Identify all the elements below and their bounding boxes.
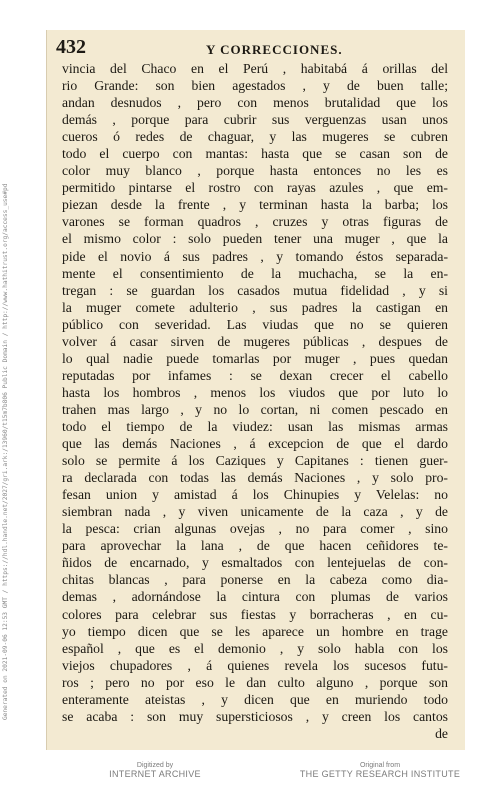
page-header xyxy=(56,36,450,58)
text-line: trahen mas largo , y no lo cortan, ni comen pescado en xyxy=(62,401,448,417)
text-line: color muy blanco , porque hasta entonces no les es xyxy=(62,163,448,179)
text-line: ra declarada con todas las demás Naciones , y solo pro- xyxy=(62,470,448,486)
text-line: volver á casar sirven de mugeres públicas , despues de xyxy=(62,333,448,349)
text-line: el mismo color : solo pueden tener una muger , que la xyxy=(62,231,448,247)
text-line: reputadas por infames : se dexan crecer el cabello xyxy=(62,367,448,383)
text-line: fesan union y amistad á los Chinupies y Velelas: no xyxy=(62,487,448,503)
body-text xyxy=(62,60,448,742)
footer-digitized xyxy=(80,762,230,779)
page-number: 432 xyxy=(56,36,86,58)
text-line: ñidos de encarnado, y esmaltados con lentejuelas de con- xyxy=(62,555,448,571)
side-note xyxy=(2,183,12,720)
text-line: cueros ó redes de chaguar, y las mugeres se cubren xyxy=(62,129,448,145)
text-line: tregan : se guardan los casados mutua fidelidad , y si xyxy=(62,282,448,298)
text-line: demás , porque para cubrir sus verguenzas usan unos xyxy=(62,112,448,128)
text-line: permitido pintarse el rostro con rayas azules , que em- xyxy=(62,180,448,196)
text-line: colores para celebrar sus fiestas y borracheras , en cu- xyxy=(62,606,448,622)
side-note-text: Generated on 2021-09-06 12:53 GMT / https://hdl.handle.net/2027/gri.ark:/13960/t15m7b806 Public Domain / http://www.hathitrust.org/access_use#pd xyxy=(2,183,9,720)
text-line: rio Grande: son bien agestados , y de buen talle; xyxy=(62,78,448,94)
footer-getty: THE GETTY RESEARCH INSTITUTE xyxy=(299,769,461,779)
text-line: varones se forman quadros , cruzes y otras figuras de xyxy=(62,214,448,230)
text-line: viejos chupadores , á quienes revela los sucesos futu- xyxy=(62,657,448,673)
text-line: enteramente ateistas , y dicen que en muriendo todo xyxy=(62,691,448,707)
text-line: pide el novio á sus padres , y tomando éstos separada- xyxy=(62,248,448,264)
footer-original-from: Original from xyxy=(359,762,401,769)
text-line: hasta los hombros , menos los viudos que por luto lo xyxy=(62,384,448,400)
text-line: lo qual nadie puede tomarlas por muger , pues quedan xyxy=(62,350,448,366)
text-line: la pesca: crian algunas ovejas , no para comer , sino xyxy=(62,521,448,537)
text-line: solo se permite á los Caziques y Capitanes : tienen guer- xyxy=(62,453,448,469)
footer xyxy=(0,762,490,792)
text-line: demas , adornándose la cintura con plumas de varios xyxy=(62,589,448,605)
text-line: la muger comete adulterio , sus padres la castigan en xyxy=(62,299,448,315)
text-line: chitas blancas , para ponerse en la cabeza como dia- xyxy=(62,572,448,588)
text-line: público con severidad. Las viudas que no se quieren xyxy=(62,316,448,332)
text-line: que las demás Naciones , á excepcion de que el dardo xyxy=(62,436,448,452)
footer-internet-archive: INTERNET ARCHIVE xyxy=(109,769,201,779)
running-head: Y CORRECCIONES. xyxy=(206,42,343,57)
text-line: todo el cuerpo con mantas: hasta que se casan son de xyxy=(62,146,448,162)
text-line: mente el consentimiento de la muchacha, se la en- xyxy=(62,265,448,281)
text-line: siembran nada , y viven unicamente de la caza , y de xyxy=(62,504,448,520)
footer-digitized-by: Digitized by xyxy=(136,762,174,769)
text-line: vincia del Chaco en el Perú , habitabá á orillas del xyxy=(62,61,448,76)
text-line: español , que es el demonio , y solo habla con los xyxy=(62,640,448,656)
text-line: se acaba : son muy supersticiosos , y creen los cantos xyxy=(62,708,448,724)
text-line: todo el tiempo de la viudez: usan las mismas armas xyxy=(62,418,448,434)
footer-original xyxy=(280,762,480,779)
text-line: andan desnudos , pero con menos brutalidad que los xyxy=(62,95,448,111)
text-line: para aprovechar la lana , de que hacen ceñidores te- xyxy=(62,538,448,554)
text-line: piezan desde la frente , y terminan hasta la barba; los xyxy=(62,197,448,213)
text-line: de xyxy=(435,725,448,741)
text-line: yo tiempo dicen que se les aparece un hombre en trage xyxy=(62,623,448,639)
text-line: ros ; pero no por eso le dan culto alguno , porque son xyxy=(62,674,448,690)
